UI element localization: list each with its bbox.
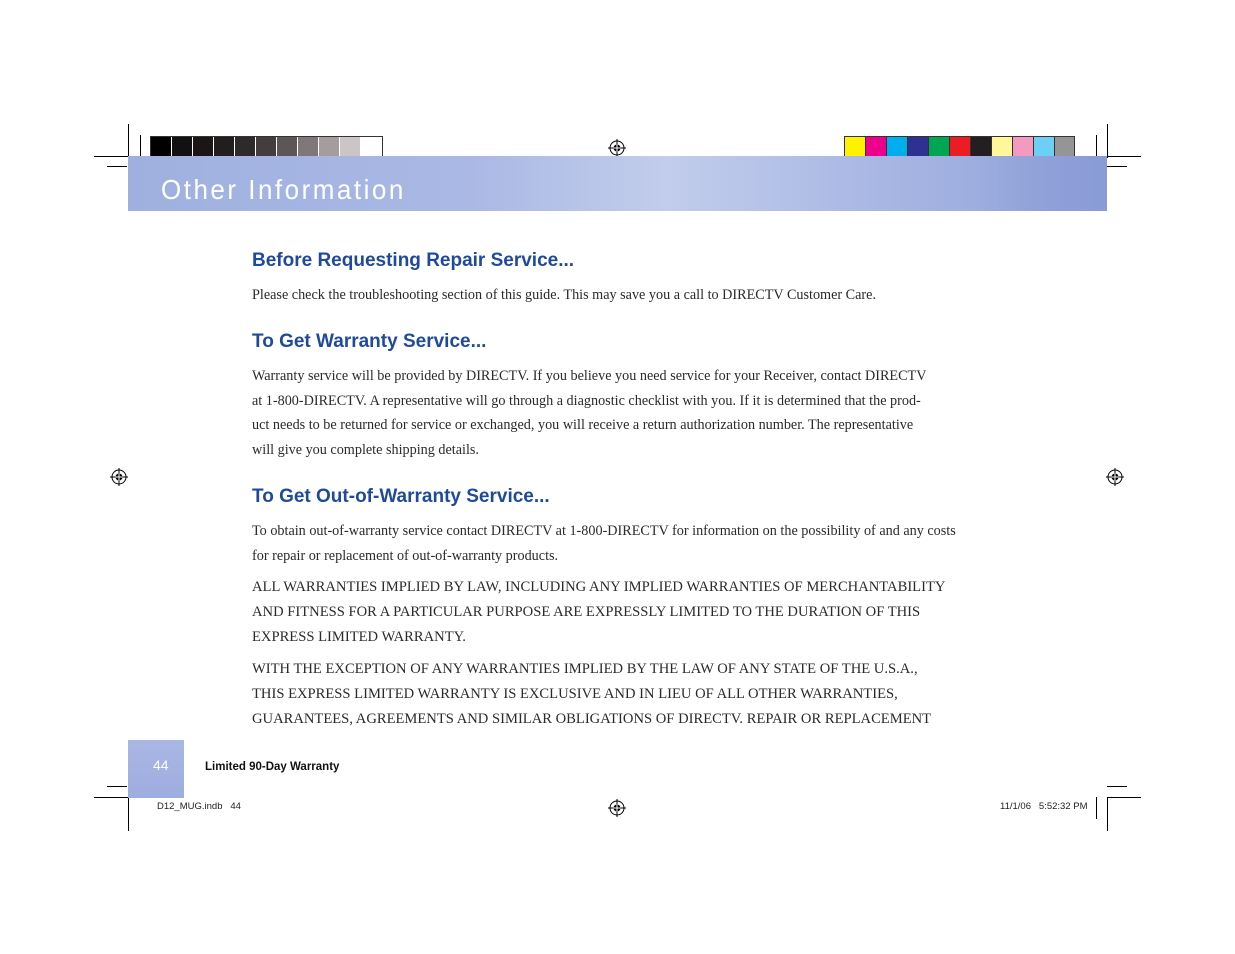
color-swatch (886, 136, 907, 157)
slug-file-info: D12_MUG.indb 44 (157, 801, 241, 812)
color-swatch (970, 136, 991, 157)
color-swatch (319, 137, 340, 158)
crop-mark (94, 156, 128, 157)
text-line: GUARANTEES, AGREEMENTS AND SIMILAR OBLIGATIONS OF DIRECTV. REPAIR OR REPLACEMENT (252, 711, 932, 727)
page-number: 44 (153, 757, 169, 773)
footer-section-label: Limited 90-Day Warranty (205, 761, 340, 773)
registration-mark-icon (110, 468, 128, 486)
paragraph-warranty (252, 364, 992, 462)
page-title: Other Information (161, 174, 406, 206)
text-line: To obtain out-of-warranty service contact DIRECTV at 1-800-DIRECTV for information on the possibility of and any costs (252, 523, 956, 539)
color-swatch (172, 137, 193, 158)
crop-mark (1107, 156, 1141, 157)
text-line: will give you complete shipping details. (252, 441, 479, 458)
crop-mark (94, 797, 128, 798)
color-swatch (193, 137, 214, 158)
header-band-accent (977, 156, 1107, 211)
color-swatch (991, 136, 1012, 157)
text-line: uct needs to be returned for service or exchanged, you will receive a return authorization number. The representative (252, 417, 914, 433)
color-swatch (151, 137, 172, 158)
section-heading-warranty: To Get Warranty Service... (252, 331, 487, 352)
paragraph-exclusive-warranty (252, 657, 992, 732)
section-heading-repair: Before Requesting Repair Service... (252, 250, 575, 271)
color-swatch (1054, 136, 1075, 157)
color-swatch (214, 137, 235, 158)
registration-mark-icon (608, 139, 626, 157)
crop-mark (1107, 786, 1127, 787)
slug-timestamp: 11/1/06 5:52:32 PM (1000, 801, 1088, 812)
color-swatch (235, 137, 256, 158)
crop-mark (1096, 797, 1097, 819)
crop-mark (107, 786, 127, 787)
process-color-bar (844, 136, 1075, 157)
registration-mark-icon (1106, 468, 1124, 486)
crop-mark (140, 135, 141, 157)
crop-mark (128, 797, 129, 831)
color-swatch (277, 137, 298, 158)
color-swatch (907, 136, 928, 157)
color-swatch (844, 136, 865, 157)
crop-mark (107, 166, 127, 167)
text-line: AND FITNESS FOR A PARTICULAR PURPOSE ARE EXPRESSLY LIMITED TO THE DURATION OF THIS (252, 604, 921, 620)
color-swatch (361, 137, 382, 158)
crop-mark (128, 124, 129, 158)
color-swatch (949, 136, 970, 157)
paragraph-out-of-warranty (252, 519, 992, 568)
text-line: THIS EXPRESS LIMITED WARRANTY IS EXCLUSIVE AND IN LIEU OF ALL OTHER WARRANTIES, (252, 686, 898, 702)
color-swatch (340, 137, 361, 158)
color-swatch (256, 137, 277, 158)
text-line: WITH THE EXCEPTION OF ANY WARRANTIES IMPLIED BY THE LAW OF ANY STATE OF THE U.S.A., (252, 661, 918, 677)
color-swatch (1033, 136, 1054, 157)
section-heading-out-of-warranty: To Get Out-of-Warranty Service... (252, 486, 550, 507)
registration-mark-icon (608, 799, 626, 817)
crop-mark (1107, 797, 1108, 831)
color-swatch (865, 136, 886, 157)
paragraph-repair: Please check the troubleshooting section of this guide. This may save you a call to DIRECTV Customer Care. (252, 287, 876, 303)
crop-mark (1107, 124, 1108, 158)
text-line: EXPRESS LIMITED WARRANTY. (252, 629, 466, 645)
paragraph-implied-warranties (252, 575, 992, 650)
text-line: at 1-800-DIRECTV. A representative will go through a diagnostic checklist with you. If it is determined that the prod- (252, 392, 921, 409)
text-line: for repair or replacement of out-of-warranty products. (252, 547, 559, 564)
color-swatch (928, 136, 949, 157)
color-swatch (298, 137, 319, 158)
crop-mark (1096, 135, 1097, 157)
text-line: ALL WARRANTIES IMPLIED BY LAW, INCLUDING ANY IMPLIED WARRANTIES OF MERCHANTABILITY (252, 579, 946, 595)
crop-mark (1107, 166, 1127, 167)
crop-mark (1107, 797, 1141, 798)
text-line: Warranty service will be provided by DIRECTV. If you believe you need service for your Receiver, contact DIRECTV (252, 368, 927, 384)
color-swatch (1012, 136, 1033, 157)
